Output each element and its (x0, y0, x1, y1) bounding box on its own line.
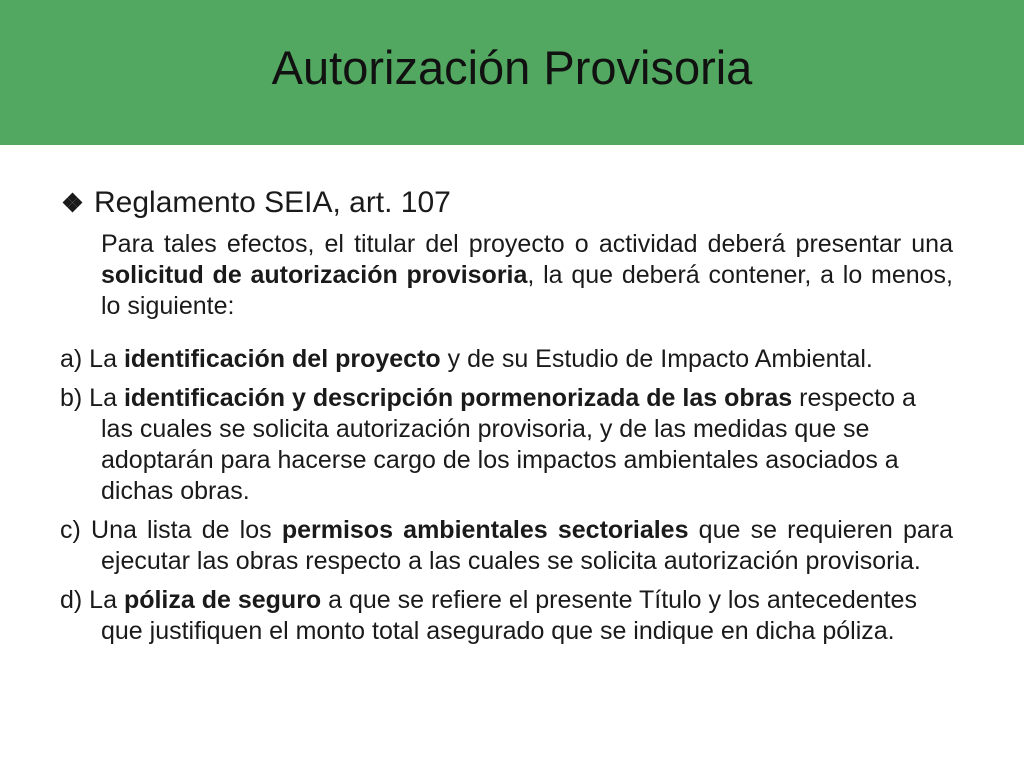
bullet-heading (60, 183, 953, 223)
intro-text-before: Para tales efectos, el titular del proyecto o actividad deberá presentar una (101, 230, 953, 258)
list-item-text-bold: identificación del proyecto (123, 345, 441, 373)
list-item-text-before: Una lista de los (80, 516, 282, 544)
list-item-text-bold: identificación y descripción pormenorizada de las obras (123, 384, 793, 412)
slide-content (60, 183, 953, 655)
intro-text-after: , la que deberá contener, a lo menos, lo siguiente: (101, 261, 953, 320)
list-item-marker: c) (60, 516, 81, 544)
list-item-text-after: respecto a las cuales se solicita autorización provisoria, y de las medidas que se adoptarán para hacerse cargo de los impactos ambientales asociados a dichas obras. (101, 384, 916, 505)
list-item-text-bold: permisos ambientales sectoriales (281, 516, 689, 544)
requirements-list (60, 344, 953, 647)
slide-title: Autorización Provisoria (271, 41, 753, 94)
list-item-marker: a) (60, 345, 83, 373)
list-item (60, 515, 953, 577)
list-item-text-after: y de su Estudio de Impacto Ambiental. (440, 345, 873, 373)
heading-text: Reglamento SEIA, art. 107 (94, 186, 451, 219)
intro-text-bold: solicitud de autorización provisoria (101, 261, 528, 289)
four-diamond-bullet-icon (64, 194, 82, 212)
list-item-text-bold: póliza de seguro (123, 586, 322, 614)
list-item-text-after: a que se refiere el presente Título y los antecedentes que justifiquen el monto total asegurado que se indique en dicha póliza. (101, 586, 917, 645)
list-item-text-before: La (82, 586, 124, 614)
list-item-text-before: La (82, 345, 124, 373)
list-item (60, 344, 953, 375)
title-bar (0, 0, 1024, 145)
list-item-text-after: que se requieren para ejecutar las obras respecto a las cuales se solicita autorización provisoria. (101, 516, 953, 575)
list-item (60, 585, 953, 647)
list-item (60, 383, 953, 507)
list-item-marker: d) (60, 586, 83, 614)
list-item-text-before: La (82, 384, 124, 412)
list-item-marker: b) (60, 384, 83, 412)
intro-paragraph (101, 229, 953, 322)
